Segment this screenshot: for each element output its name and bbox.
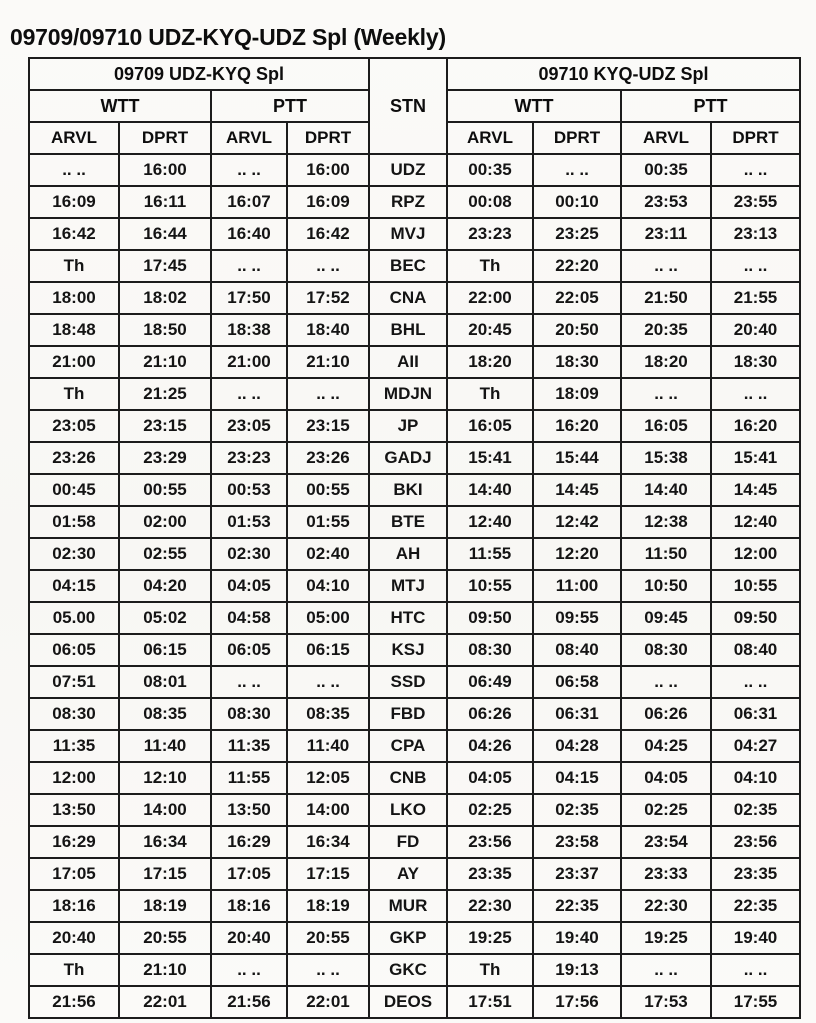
right-wtt-header: WTT bbox=[447, 90, 621, 122]
train-header-row bbox=[29, 58, 800, 90]
time-cell: 19:25 bbox=[447, 922, 533, 954]
time-cell: 20:50 bbox=[533, 314, 621, 346]
time-cell: .. .. bbox=[621, 954, 711, 986]
time-cell: 02:00 bbox=[119, 506, 211, 538]
time-cell: 22:35 bbox=[533, 890, 621, 922]
time-cell: 06:31 bbox=[711, 698, 800, 730]
time-cell: 11:35 bbox=[29, 730, 119, 762]
time-cell: 18:30 bbox=[533, 346, 621, 378]
time-cell: 21:00 bbox=[211, 346, 287, 378]
time-cell: 00:35 bbox=[621, 154, 711, 186]
time-cell: 15:41 bbox=[711, 442, 800, 474]
time-cell: 16:11 bbox=[119, 186, 211, 218]
table-row bbox=[29, 442, 800, 474]
time-cell: 23:56 bbox=[447, 826, 533, 858]
time-cell: 00:45 bbox=[29, 474, 119, 506]
time-cell: 21:56 bbox=[211, 986, 287, 1018]
page-title: 09709/09710 UDZ-KYQ-UDZ Spl (Weekly) bbox=[10, 24, 446, 50]
right-train-header: 09710 KYQ-UDZ Spl bbox=[447, 58, 800, 90]
time-cell: .. .. bbox=[711, 378, 800, 410]
time-cell: 02:30 bbox=[211, 538, 287, 570]
time-cell: 18:16 bbox=[211, 890, 287, 922]
time-cell: 02:40 bbox=[287, 538, 369, 570]
time-cell: 16:07 bbox=[211, 186, 287, 218]
time-cell: 04:58 bbox=[211, 602, 287, 634]
table-row bbox=[29, 666, 800, 698]
station-cell: LKO bbox=[369, 794, 447, 826]
time-cell: .. .. bbox=[211, 666, 287, 698]
time-cell: 16:40 bbox=[211, 218, 287, 250]
table-row bbox=[29, 314, 800, 346]
time-cell: 23:05 bbox=[29, 410, 119, 442]
time-cell: 20:40 bbox=[211, 922, 287, 954]
time-cell: 23:35 bbox=[711, 858, 800, 890]
time-cell: 16:34 bbox=[119, 826, 211, 858]
time-cell: 02:35 bbox=[711, 794, 800, 826]
time-cell: 23:05 bbox=[211, 410, 287, 442]
time-cell: 04:05 bbox=[447, 762, 533, 794]
time-cell: 22:01 bbox=[287, 986, 369, 1018]
time-cell: 04:20 bbox=[119, 570, 211, 602]
time-cell: 00:35 bbox=[447, 154, 533, 186]
time-cell: 06:49 bbox=[447, 666, 533, 698]
table-row bbox=[29, 474, 800, 506]
time-cell: .. .. bbox=[711, 154, 800, 186]
time-cell: .. .. bbox=[287, 250, 369, 282]
time-cell: 06:05 bbox=[211, 634, 287, 666]
time-cell: 19:13 bbox=[533, 954, 621, 986]
time-cell: 12:20 bbox=[533, 538, 621, 570]
time-cell: .. .. bbox=[711, 954, 800, 986]
station-cell: GKP bbox=[369, 922, 447, 954]
time-cell: 17:51 bbox=[447, 986, 533, 1018]
time-cell: 17:55 bbox=[711, 986, 800, 1018]
left-ptt-dprt-header: DPRT bbox=[287, 122, 369, 154]
time-cell: 14:45 bbox=[711, 474, 800, 506]
time-cell: 20:55 bbox=[119, 922, 211, 954]
time-cell: .. .. bbox=[533, 154, 621, 186]
time-cell: 21:00 bbox=[29, 346, 119, 378]
time-cell: 09:45 bbox=[621, 602, 711, 634]
time-cell: 18:40 bbox=[287, 314, 369, 346]
time-cell: 16:09 bbox=[287, 186, 369, 218]
table-row bbox=[29, 730, 800, 762]
time-cell: 18:16 bbox=[29, 890, 119, 922]
time-cell: 08:30 bbox=[447, 634, 533, 666]
table-row bbox=[29, 698, 800, 730]
time-cell: 23:37 bbox=[533, 858, 621, 890]
time-cell: .. .. bbox=[287, 378, 369, 410]
right-wtt-dprt-header: DPRT bbox=[533, 122, 621, 154]
time-cell: 08:30 bbox=[29, 698, 119, 730]
time-cell: 20:40 bbox=[29, 922, 119, 954]
station-cell: FD bbox=[369, 826, 447, 858]
time-cell: 23:54 bbox=[621, 826, 711, 858]
time-cell: 04:15 bbox=[533, 762, 621, 794]
time-cell: 19:25 bbox=[621, 922, 711, 954]
time-cell: 12:00 bbox=[29, 762, 119, 794]
time-cell: .. .. bbox=[621, 378, 711, 410]
time-cell: 04:26 bbox=[447, 730, 533, 762]
time-cell: 00:10 bbox=[533, 186, 621, 218]
time-cell: 15:38 bbox=[621, 442, 711, 474]
time-cell: 04:10 bbox=[711, 762, 800, 794]
time-cell: 18:20 bbox=[621, 346, 711, 378]
time-cell: 08:35 bbox=[119, 698, 211, 730]
time-cell: 01:58 bbox=[29, 506, 119, 538]
time-cell: 17:05 bbox=[29, 858, 119, 890]
time-cell: 12:40 bbox=[711, 506, 800, 538]
station-cell: AH bbox=[369, 538, 447, 570]
time-cell: 00:08 bbox=[447, 186, 533, 218]
table-row bbox=[29, 922, 800, 954]
station-cell: GKC bbox=[369, 954, 447, 986]
station-cell: DEOS bbox=[369, 986, 447, 1018]
time-cell: 18:38 bbox=[211, 314, 287, 346]
time-cell: 07:51 bbox=[29, 666, 119, 698]
table-row bbox=[29, 794, 800, 826]
time-cell: .. .. bbox=[211, 954, 287, 986]
table-row bbox=[29, 634, 800, 666]
time-cell: 05:00 bbox=[287, 602, 369, 634]
time-cell: 12:10 bbox=[119, 762, 211, 794]
time-cell: 23:58 bbox=[533, 826, 621, 858]
time-cell: 17:45 bbox=[119, 250, 211, 282]
time-cell: 17:52 bbox=[287, 282, 369, 314]
time-cell: .. .. bbox=[621, 250, 711, 282]
time-cell: 22:01 bbox=[119, 986, 211, 1018]
station-cell: AY bbox=[369, 858, 447, 890]
station-cell: BHL bbox=[369, 314, 447, 346]
time-cell: 11:40 bbox=[119, 730, 211, 762]
time-cell: 08:30 bbox=[621, 634, 711, 666]
table-row bbox=[29, 538, 800, 570]
time-cell: 20:40 bbox=[711, 314, 800, 346]
time-cell: 21:10 bbox=[287, 346, 369, 378]
time-cell: .. .. bbox=[29, 154, 119, 186]
time-cell: 17:56 bbox=[533, 986, 621, 1018]
time-cell: 11:55 bbox=[447, 538, 533, 570]
time-cell: 08:30 bbox=[211, 698, 287, 730]
table-row bbox=[29, 410, 800, 442]
left-wtt-dprt-header: DPRT bbox=[119, 122, 211, 154]
station-cell: CNA bbox=[369, 282, 447, 314]
time-cell: 23:11 bbox=[621, 218, 711, 250]
time-cell: .. .. bbox=[287, 954, 369, 986]
time-cell: 00:55 bbox=[287, 474, 369, 506]
time-cell: 18:19 bbox=[119, 890, 211, 922]
time-cell: 00:53 bbox=[211, 474, 287, 506]
time-cell: 23:29 bbox=[119, 442, 211, 474]
time-cell: 08:35 bbox=[287, 698, 369, 730]
time-cell: 12:38 bbox=[621, 506, 711, 538]
station-cell: MDJN bbox=[369, 378, 447, 410]
time-cell: 21:56 bbox=[29, 986, 119, 1018]
left-wtt-header: WTT bbox=[29, 90, 211, 122]
time-cell: 21:50 bbox=[621, 282, 711, 314]
time-cell: 22:30 bbox=[621, 890, 711, 922]
station-cell: SSD bbox=[369, 666, 447, 698]
station-cell: MUR bbox=[369, 890, 447, 922]
left-ptt-arvl-header: ARVL bbox=[211, 122, 287, 154]
right-wtt-arvl-header: ARVL bbox=[447, 122, 533, 154]
station-cell: RPZ bbox=[369, 186, 447, 218]
time-cell: 16:05 bbox=[447, 410, 533, 442]
time-cell: 13:50 bbox=[211, 794, 287, 826]
time-cell: 23:15 bbox=[287, 410, 369, 442]
time-cell: 06:05 bbox=[29, 634, 119, 666]
time-cell: 06:26 bbox=[621, 698, 711, 730]
timetable-body bbox=[29, 154, 800, 1018]
station-column-header: STN bbox=[369, 58, 447, 154]
time-cell: 06:15 bbox=[119, 634, 211, 666]
time-cell: 04:05 bbox=[621, 762, 711, 794]
time-cell: 17:05 bbox=[211, 858, 287, 890]
time-cell: 02:55 bbox=[119, 538, 211, 570]
table-row bbox=[29, 250, 800, 282]
right-ptt-arvl-header: ARVL bbox=[621, 122, 711, 154]
time-cell: 18:48 bbox=[29, 314, 119, 346]
table-row bbox=[29, 218, 800, 250]
time-cell: 16:29 bbox=[211, 826, 287, 858]
time-cell: 23:35 bbox=[447, 858, 533, 890]
time-cell: 08:40 bbox=[533, 634, 621, 666]
table-row bbox=[29, 346, 800, 378]
time-cell: 23:53 bbox=[621, 186, 711, 218]
station-cell: MVJ bbox=[369, 218, 447, 250]
time-cell: .. .. bbox=[621, 666, 711, 698]
table-row bbox=[29, 890, 800, 922]
time-cell: 10:55 bbox=[447, 570, 533, 602]
time-cell: 16:09 bbox=[29, 186, 119, 218]
time-cell: 11:40 bbox=[287, 730, 369, 762]
time-cell: 04:15 bbox=[29, 570, 119, 602]
time-cell: 02:35 bbox=[533, 794, 621, 826]
time-cell: 09:50 bbox=[447, 602, 533, 634]
time-cell: 04:27 bbox=[711, 730, 800, 762]
time-cell: 23:15 bbox=[119, 410, 211, 442]
time-cell: 04:05 bbox=[211, 570, 287, 602]
time-cell: 19:40 bbox=[533, 922, 621, 954]
time-cell: 10:50 bbox=[621, 570, 711, 602]
time-cell: 04:28 bbox=[533, 730, 621, 762]
time-cell: 23:33 bbox=[621, 858, 711, 890]
time-cell: .. .. bbox=[711, 666, 800, 698]
time-cell: 18:50 bbox=[119, 314, 211, 346]
time-cell: 02:30 bbox=[29, 538, 119, 570]
time-cell: 22:00 bbox=[447, 282, 533, 314]
station-cell: CNB bbox=[369, 762, 447, 794]
time-cell: 20:55 bbox=[287, 922, 369, 954]
time-cell: 23:56 bbox=[711, 826, 800, 858]
time-cell: 23:55 bbox=[711, 186, 800, 218]
time-cell: 05:02 bbox=[119, 602, 211, 634]
time-cell: .. .. bbox=[711, 250, 800, 282]
table-row bbox=[29, 762, 800, 794]
time-cell: Th bbox=[447, 378, 533, 410]
table-row bbox=[29, 602, 800, 634]
left-ptt-header: PTT bbox=[211, 90, 369, 122]
time-cell: 10:55 bbox=[711, 570, 800, 602]
time-cell: 18:19 bbox=[287, 890, 369, 922]
time-cell: 12:05 bbox=[287, 762, 369, 794]
time-cell: 14:40 bbox=[621, 474, 711, 506]
time-cell: 21:10 bbox=[119, 346, 211, 378]
time-cell: Th bbox=[447, 954, 533, 986]
time-cell: 17:15 bbox=[119, 858, 211, 890]
time-cell: 08:40 bbox=[711, 634, 800, 666]
station-cell: UDZ bbox=[369, 154, 447, 186]
time-cell: 21:25 bbox=[119, 378, 211, 410]
time-cell: 14:00 bbox=[287, 794, 369, 826]
station-cell: HTC bbox=[369, 602, 447, 634]
time-cell: 02:25 bbox=[621, 794, 711, 826]
time-cell: 12:40 bbox=[447, 506, 533, 538]
time-cell: 14:45 bbox=[533, 474, 621, 506]
table-row bbox=[29, 506, 800, 538]
station-cell: BTE bbox=[369, 506, 447, 538]
time-cell: 16:00 bbox=[287, 154, 369, 186]
table-row bbox=[29, 570, 800, 602]
time-cell: 06:15 bbox=[287, 634, 369, 666]
time-cell: .. .. bbox=[211, 378, 287, 410]
time-cell: 06:26 bbox=[447, 698, 533, 730]
time-cell: 18:20 bbox=[447, 346, 533, 378]
time-cell: 22:20 bbox=[533, 250, 621, 282]
time-cell: 18:00 bbox=[29, 282, 119, 314]
time-cell: 20:35 bbox=[621, 314, 711, 346]
station-cell: GADJ bbox=[369, 442, 447, 474]
time-cell: 12:00 bbox=[711, 538, 800, 570]
time-cell: 05.00 bbox=[29, 602, 119, 634]
table-row bbox=[29, 858, 800, 890]
time-cell: 23:13 bbox=[711, 218, 800, 250]
time-cell: 16:20 bbox=[533, 410, 621, 442]
time-cell: 21:10 bbox=[119, 954, 211, 986]
time-cell: Th bbox=[447, 250, 533, 282]
time-cell: 21:55 bbox=[711, 282, 800, 314]
time-cell: 16:42 bbox=[287, 218, 369, 250]
time-cell: 16:29 bbox=[29, 826, 119, 858]
left-wtt-arvl-header: ARVL bbox=[29, 122, 119, 154]
time-cell: 14:40 bbox=[447, 474, 533, 506]
timetable bbox=[28, 57, 801, 1019]
time-cell: 13:50 bbox=[29, 794, 119, 826]
time-cell: 00:55 bbox=[119, 474, 211, 506]
station-cell: AII bbox=[369, 346, 447, 378]
time-cell: 23:26 bbox=[29, 442, 119, 474]
table-row bbox=[29, 378, 800, 410]
table-row bbox=[29, 154, 800, 186]
time-cell: 12:42 bbox=[533, 506, 621, 538]
station-cell: BKI bbox=[369, 474, 447, 506]
table-row bbox=[29, 954, 800, 986]
time-cell: 11:55 bbox=[211, 762, 287, 794]
time-cell: 14:00 bbox=[119, 794, 211, 826]
table-row bbox=[29, 986, 800, 1018]
time-cell: Th bbox=[29, 250, 119, 282]
station-cell: BEC bbox=[369, 250, 447, 282]
time-cell: .. .. bbox=[211, 154, 287, 186]
time-cell: .. .. bbox=[211, 250, 287, 282]
station-cell: JP bbox=[369, 410, 447, 442]
right-ptt-dprt-header: DPRT bbox=[711, 122, 800, 154]
time-cell: 20:45 bbox=[447, 314, 533, 346]
time-cell: 17:53 bbox=[621, 986, 711, 1018]
time-cell: 01:55 bbox=[287, 506, 369, 538]
time-cell: Th bbox=[29, 378, 119, 410]
time-cell: 11:00 bbox=[533, 570, 621, 602]
time-cell: 19:40 bbox=[711, 922, 800, 954]
time-cell: 22:30 bbox=[447, 890, 533, 922]
station-cell: CPA bbox=[369, 730, 447, 762]
time-cell: 01:53 bbox=[211, 506, 287, 538]
station-cell: KSJ bbox=[369, 634, 447, 666]
time-cell: 06:58 bbox=[533, 666, 621, 698]
time-cell: 08:01 bbox=[119, 666, 211, 698]
time-cell: 16:44 bbox=[119, 218, 211, 250]
time-cell: 23:25 bbox=[533, 218, 621, 250]
time-cell: 23:26 bbox=[287, 442, 369, 474]
station-cell: FBD bbox=[369, 698, 447, 730]
time-cell: 18:30 bbox=[711, 346, 800, 378]
table-row bbox=[29, 826, 800, 858]
time-cell: 17:50 bbox=[211, 282, 287, 314]
time-cell: 18:02 bbox=[119, 282, 211, 314]
station-cell: MTJ bbox=[369, 570, 447, 602]
time-cell: 23:23 bbox=[447, 218, 533, 250]
time-cell: 16:34 bbox=[287, 826, 369, 858]
right-ptt-header: PTT bbox=[621, 90, 800, 122]
time-cell: 04:25 bbox=[621, 730, 711, 762]
time-cell: 15:44 bbox=[533, 442, 621, 474]
time-cell: 22:35 bbox=[711, 890, 800, 922]
time-cell: 06:31 bbox=[533, 698, 621, 730]
time-cell: 02:25 bbox=[447, 794, 533, 826]
time-cell: 11:50 bbox=[621, 538, 711, 570]
time-cell: 11:35 bbox=[211, 730, 287, 762]
time-cell: 09:55 bbox=[533, 602, 621, 634]
table-row bbox=[29, 186, 800, 218]
time-cell: 16:42 bbox=[29, 218, 119, 250]
time-cell: 18:09 bbox=[533, 378, 621, 410]
time-cell: 17:15 bbox=[287, 858, 369, 890]
time-cell: 15:41 bbox=[447, 442, 533, 474]
time-cell: 04:10 bbox=[287, 570, 369, 602]
time-cell: 16:00 bbox=[119, 154, 211, 186]
time-cell: Th bbox=[29, 954, 119, 986]
time-cell: 09:50 bbox=[711, 602, 800, 634]
time-cell: 23:23 bbox=[211, 442, 287, 474]
time-cell: 16:05 bbox=[621, 410, 711, 442]
time-cell: .. .. bbox=[287, 666, 369, 698]
table-row bbox=[29, 282, 800, 314]
time-cell: 22:05 bbox=[533, 282, 621, 314]
time-cell: 16:20 bbox=[711, 410, 800, 442]
left-train-header: 09709 UDZ-KYQ Spl bbox=[29, 58, 369, 90]
